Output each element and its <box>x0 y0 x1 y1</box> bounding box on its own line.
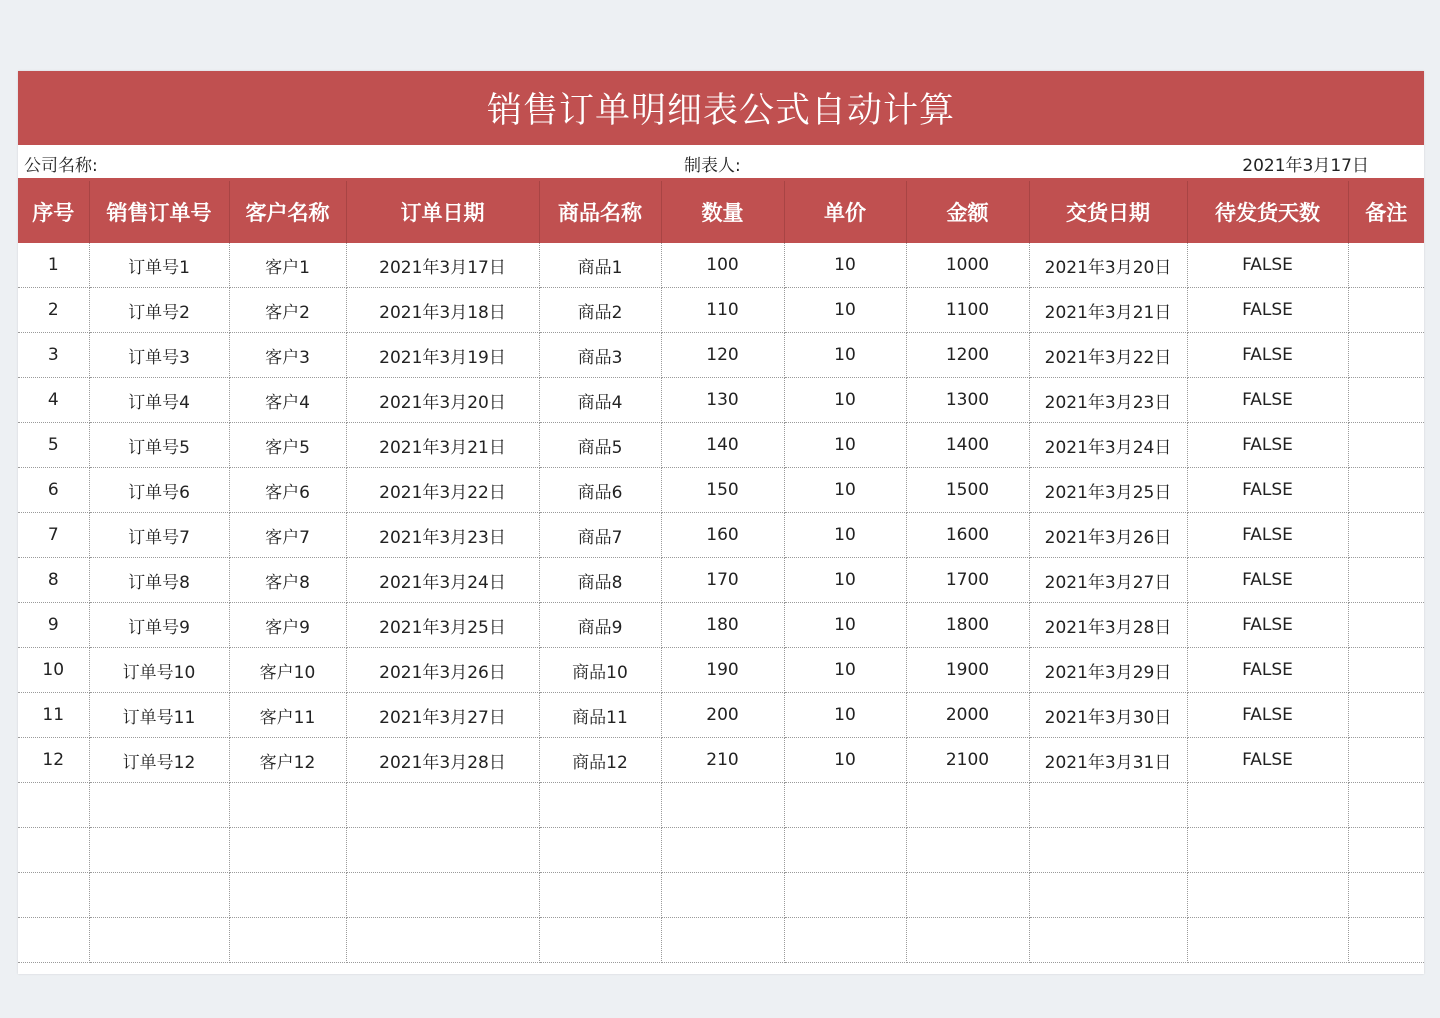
col-order-no-cell[interactable]: 订单号3 <box>89 333 229 378</box>
col-product-cell[interactable]: 商品3 <box>539 333 661 378</box>
table-row <box>18 693 1424 738</box>
col-quantity-cell[interactable]: 150 <box>661 468 784 513</box>
col-delivery-date-cell[interactable]: 2021年3月22日 <box>1029 333 1187 378</box>
col-customer-cell[interactable]: 客户9 <box>229 603 346 648</box>
table-row <box>18 828 1424 873</box>
col-order-no-cell[interactable]: 订单号5 <box>89 423 229 468</box>
col-index-cell[interactable]: 2 <box>18 288 89 333</box>
col-product-cell[interactable]: 商品4 <box>539 378 661 423</box>
col-unit-price-cell[interactable]: 10 <box>784 648 906 693</box>
col-delivery-date-cell[interactable]: 2021年3月29日 <box>1029 648 1187 693</box>
col-order-no-cell[interactable] <box>89 873 229 918</box>
col-index-cell[interactable]: 3 <box>18 333 89 378</box>
col-remarks-cell[interactable] <box>1348 378 1424 423</box>
col-order-no-cell[interactable] <box>89 918 229 963</box>
col-days-pending-cell[interactable]: FALSE <box>1187 423 1348 468</box>
col-index-cell[interactable] <box>18 918 89 963</box>
col-amount-cell[interactable] <box>906 873 1029 918</box>
col-delivery-date-header[interactable]: 交货日期 <box>1029 181 1187 243</box>
col-unit-price-cell[interactable] <box>784 783 906 828</box>
col-unit-price-cell[interactable]: 10 <box>784 288 906 333</box>
col-customer-cell[interactable]: 客户8 <box>229 558 346 603</box>
col-unit-price-cell[interactable]: 10 <box>784 378 906 423</box>
col-days-pending-cell[interactable]: FALSE <box>1187 288 1348 333</box>
col-index-cell[interactable]: 9 <box>18 603 89 648</box>
meta-row <box>18 145 1424 181</box>
col-quantity-cell[interactable]: 110 <box>661 288 784 333</box>
col-order-date-cell[interactable]: 2021年3月18日 <box>346 288 539 333</box>
col-days-pending-cell[interactable]: FALSE <box>1187 558 1348 603</box>
col-unit-price-cell[interactable]: 10 <box>784 738 906 783</box>
col-order-date-cell[interactable]: 2021年3月23日 <box>346 513 539 558</box>
col-amount-cell[interactable] <box>906 828 1029 873</box>
col-days-pending-cell[interactable]: FALSE <box>1187 513 1348 558</box>
col-delivery-date-cell[interactable] <box>1029 828 1187 873</box>
table-row <box>18 423 1424 468</box>
table-row <box>18 918 1424 963</box>
table-row <box>18 873 1424 918</box>
table-row <box>18 558 1424 603</box>
table-row <box>18 468 1424 513</box>
col-customer-cell[interactable]: 客户6 <box>229 468 346 513</box>
col-amount-cell[interactable]: 1300 <box>906 378 1029 423</box>
col-customer-cell[interactable]: 客户2 <box>229 288 346 333</box>
col-quantity-cell[interactable]: 130 <box>661 378 784 423</box>
col-unit-price-header[interactable]: 单价 <box>784 181 906 243</box>
col-order-date-header[interactable]: 订单日期 <box>346 181 539 243</box>
col-days-pending-cell[interactable]: FALSE <box>1187 468 1348 513</box>
col-remarks-cell[interactable] <box>1348 783 1424 828</box>
col-days-pending-cell[interactable]: FALSE <box>1187 648 1348 693</box>
col-quantity-cell[interactable]: 120 <box>661 333 784 378</box>
col-product-cell[interactable]: 商品8 <box>539 558 661 603</box>
col-delivery-date-cell[interactable]: 2021年3月25日 <box>1029 468 1187 513</box>
col-quantity-cell[interactable] <box>661 783 784 828</box>
col-order-no-cell[interactable]: 订单号10 <box>89 648 229 693</box>
table-row <box>18 648 1424 693</box>
col-days-pending-cell[interactable]: FALSE <box>1187 693 1348 738</box>
col-amount-cell[interactable]: 2000 <box>906 693 1029 738</box>
col-order-no-cell[interactable]: 订单号12 <box>89 738 229 783</box>
table-body <box>18 243 1424 963</box>
col-order-no-cell[interactable]: 订单号2 <box>89 288 229 333</box>
col-days-pending-cell[interactable]: FALSE <box>1187 738 1348 783</box>
col-remarks-cell[interactable] <box>1348 828 1424 873</box>
col-remarks-cell[interactable] <box>1348 693 1424 738</box>
maker-label[interactable]: 制表人: <box>684 156 741 176</box>
col-delivery-date-cell[interactable]: 2021年3月27日 <box>1029 558 1187 603</box>
col-remarks-cell[interactable] <box>1348 513 1424 558</box>
col-amount-header[interactable]: 金额 <box>906 181 1029 243</box>
col-index-cell[interactable]: 6 <box>18 468 89 513</box>
col-remarks-cell[interactable] <box>1348 243 1424 288</box>
col-quantity-header[interactable]: 数量 <box>661 181 784 243</box>
col-order-no-header[interactable]: 销售订单号 <box>89 181 229 243</box>
col-delivery-date-cell[interactable]: 2021年3月23日 <box>1029 378 1187 423</box>
col-order-date-cell[interactable]: 2021年3月28日 <box>346 738 539 783</box>
col-customer-cell[interactable]: 客户12 <box>229 738 346 783</box>
col-customer-cell[interactable]: 客户4 <box>229 378 346 423</box>
col-amount-cell[interactable]: 1000 <box>906 243 1029 288</box>
col-delivery-date-cell[interactable] <box>1029 918 1187 963</box>
col-customer-cell[interactable] <box>229 918 346 963</box>
col-order-date-cell[interactable] <box>346 828 539 873</box>
col-index-cell[interactable]: 1 <box>18 243 89 288</box>
col-unit-price-cell[interactable]: 10 <box>784 243 906 288</box>
col-unit-price-cell[interactable]: 10 <box>784 468 906 513</box>
col-days-pending-cell[interactable]: FALSE <box>1187 333 1348 378</box>
col-order-date-cell[interactable]: 2021年3月24日 <box>346 558 539 603</box>
col-order-date-cell[interactable]: 2021年3月25日 <box>346 603 539 648</box>
col-quantity-cell[interactable]: 210 <box>661 738 784 783</box>
table-row <box>18 783 1424 828</box>
col-amount-cell[interactable]: 1500 <box>906 468 1029 513</box>
col-days-pending-cell[interactable] <box>1187 828 1348 873</box>
col-product-cell[interactable] <box>539 918 661 963</box>
table-row <box>18 738 1424 783</box>
col-order-no-cell[interactable]: 订单号7 <box>89 513 229 558</box>
col-order-date-cell[interactable] <box>346 783 539 828</box>
col-amount-cell[interactable]: 1900 <box>906 648 1029 693</box>
col-product-cell[interactable]: 商品2 <box>539 288 661 333</box>
col-quantity-cell[interactable]: 140 <box>661 423 784 468</box>
table-row <box>18 513 1424 558</box>
col-delivery-date-cell[interactable]: 2021年3月21日 <box>1029 288 1187 333</box>
col-remarks-cell[interactable] <box>1348 648 1424 693</box>
col-delivery-date-cell[interactable] <box>1029 873 1187 918</box>
col-delivery-date-cell[interactable]: 2021年3月31日 <box>1029 738 1187 783</box>
col-order-no-cell[interactable] <box>89 828 229 873</box>
col-amount-cell[interactable]: 1400 <box>906 423 1029 468</box>
table-row <box>18 288 1424 333</box>
col-quantity-cell[interactable] <box>661 918 784 963</box>
col-remarks-header[interactable]: 备注 <box>1348 181 1424 243</box>
col-remarks-cell[interactable] <box>1348 918 1424 963</box>
col-delivery-date-cell[interactable]: 2021年3月30日 <box>1029 693 1187 738</box>
col-unit-price-cell[interactable] <box>784 918 906 963</box>
col-product-cell[interactable] <box>539 828 661 873</box>
col-days-pending-header[interactable]: 待发货天数 <box>1187 181 1348 243</box>
col-customer-header[interactable]: 客户名称 <box>229 181 346 243</box>
col-unit-price-cell[interactable]: 10 <box>784 513 906 558</box>
col-product-cell[interactable]: 商品5 <box>539 423 661 468</box>
col-customer-cell[interactable]: 客户10 <box>229 648 346 693</box>
col-order-no-cell[interactable]: 订单号11 <box>89 693 229 738</box>
table-row <box>18 603 1424 648</box>
col-product-cell[interactable]: 商品6 <box>539 468 661 513</box>
col-order-no-cell[interactable]: 订单号8 <box>89 558 229 603</box>
col-order-no-cell[interactable] <box>89 783 229 828</box>
col-quantity-cell[interactable] <box>661 873 784 918</box>
col-delivery-date-cell[interactable] <box>1029 783 1187 828</box>
col-index-cell[interactable]: 4 <box>18 378 89 423</box>
col-customer-cell[interactable]: 客户7 <box>229 513 346 558</box>
col-customer-cell[interactable] <box>229 828 346 873</box>
col-index-cell[interactable]: 12 <box>18 738 89 783</box>
col-product-header[interactable]: 商品名称 <box>539 181 661 243</box>
col-order-no-cell[interactable]: 订单号4 <box>89 378 229 423</box>
col-customer-cell[interactable]: 客户11 <box>229 693 346 738</box>
table-header-row <box>18 181 1424 243</box>
col-index-cell[interactable]: 11 <box>18 693 89 738</box>
col-quantity-cell[interactable]: 160 <box>661 513 784 558</box>
col-order-date-cell[interactable]: 2021年3月21日 <box>346 423 539 468</box>
sheet-title-bar <box>18 71 1424 145</box>
col-unit-price-cell[interactable]: 10 <box>784 423 906 468</box>
col-amount-cell[interactable] <box>906 783 1029 828</box>
col-remarks-cell[interactable] <box>1348 468 1424 513</box>
col-quantity-cell[interactable]: 170 <box>661 558 784 603</box>
spreadsheet-sheet <box>18 71 1424 974</box>
col-customer-cell[interactable]: 客户3 <box>229 333 346 378</box>
col-unit-price-cell[interactable]: 10 <box>784 603 906 648</box>
col-index-cell[interactable]: 7 <box>18 513 89 558</box>
col-product-cell[interactable]: 商品10 <box>539 648 661 693</box>
col-product-cell[interactable]: 商品9 <box>539 603 661 648</box>
col-remarks-cell[interactable] <box>1348 873 1424 918</box>
col-index-cell[interactable] <box>18 828 89 873</box>
col-order-date-cell[interactable]: 2021年3月17日 <box>346 243 539 288</box>
col-unit-price-cell[interactable]: 10 <box>784 333 906 378</box>
col-quantity-cell[interactable]: 180 <box>661 603 784 648</box>
col-order-date-cell[interactable]: 2021年3月22日 <box>346 468 539 513</box>
col-amount-cell[interactable]: 1600 <box>906 513 1029 558</box>
order-table <box>18 181 1424 963</box>
col-unit-price-cell[interactable]: 10 <box>784 693 906 738</box>
col-amount-cell[interactable]: 1700 <box>906 558 1029 603</box>
col-product-cell[interactable] <box>539 783 661 828</box>
col-order-no-cell[interactable]: 订单号9 <box>89 603 229 648</box>
col-product-cell[interactable]: 商品12 <box>539 738 661 783</box>
col-product-cell[interactable]: 商品11 <box>539 693 661 738</box>
col-quantity-cell[interactable]: 200 <box>661 693 784 738</box>
col-order-date-cell[interactable]: 2021年3月20日 <box>346 378 539 423</box>
col-customer-cell[interactable]: 客户1 <box>229 243 346 288</box>
col-delivery-date-cell[interactable]: 2021年3月26日 <box>1029 513 1187 558</box>
col-order-date-cell[interactable]: 2021年3月19日 <box>346 333 539 378</box>
col-index-header[interactable]: 序号 <box>18 181 89 243</box>
col-index-cell[interactable]: 10 <box>18 648 89 693</box>
sheet-title[interactable]: 销售订单明细表公式自动计算 <box>486 91 955 131</box>
table-row <box>18 243 1424 288</box>
col-days-pending-cell[interactable] <box>1187 783 1348 828</box>
table-row <box>18 333 1424 378</box>
col-index-cell[interactable]: 5 <box>18 423 89 468</box>
col-product-cell[interactable] <box>539 873 661 918</box>
col-remarks-cell[interactable] <box>1348 558 1424 603</box>
col-amount-cell[interactable]: 1200 <box>906 333 1029 378</box>
col-days-pending-cell[interactable]: FALSE <box>1187 603 1348 648</box>
col-customer-cell[interactable] <box>229 873 346 918</box>
report-date[interactable]: 2021年3月17日 <box>1242 156 1369 176</box>
col-remarks-cell[interactable] <box>1348 423 1424 468</box>
company-name-label[interactable]: 公司名称: <box>24 156 98 176</box>
col-order-date-cell[interactable]: 2021年3月26日 <box>346 648 539 693</box>
col-index-cell[interactable] <box>18 783 89 828</box>
col-customer-cell[interactable]: 客户5 <box>229 423 346 468</box>
table-row <box>18 378 1424 423</box>
col-remarks-cell[interactable] <box>1348 333 1424 378</box>
col-quantity-cell[interactable]: 190 <box>661 648 784 693</box>
col-order-date-cell[interactable]: 2021年3月27日 <box>346 693 539 738</box>
col-amount-cell[interactable]: 1800 <box>906 603 1029 648</box>
col-days-pending-cell[interactable] <box>1187 873 1348 918</box>
col-unit-price-cell[interactable]: 10 <box>784 558 906 603</box>
col-index-cell[interactable] <box>18 873 89 918</box>
col-remarks-cell[interactable] <box>1348 738 1424 783</box>
col-product-cell[interactable]: 商品7 <box>539 513 661 558</box>
col-remarks-cell[interactable] <box>1348 288 1424 333</box>
col-delivery-date-cell[interactable]: 2021年3月28日 <box>1029 603 1187 648</box>
col-amount-cell[interactable]: 1100 <box>906 288 1029 333</box>
col-delivery-date-cell[interactable]: 2021年3月24日 <box>1029 423 1187 468</box>
col-amount-cell[interactable]: 2100 <box>906 738 1029 783</box>
col-unit-price-cell[interactable] <box>784 828 906 873</box>
col-index-cell[interactable]: 8 <box>18 558 89 603</box>
col-order-date-cell[interactable] <box>346 873 539 918</box>
col-amount-cell[interactable] <box>906 918 1029 963</box>
col-remarks-cell[interactable] <box>1348 603 1424 648</box>
col-customer-cell[interactable] <box>229 783 346 828</box>
col-days-pending-cell[interactable]: FALSE <box>1187 243 1348 288</box>
col-order-date-cell[interactable] <box>346 918 539 963</box>
col-days-pending-cell[interactable]: FALSE <box>1187 378 1348 423</box>
col-order-no-cell[interactable]: 订单号6 <box>89 468 229 513</box>
col-delivery-date-cell[interactable]: 2021年3月20日 <box>1029 243 1187 288</box>
col-quantity-cell[interactable] <box>661 828 784 873</box>
col-days-pending-cell[interactable] <box>1187 918 1348 963</box>
col-order-no-cell[interactable]: 订单号1 <box>89 243 229 288</box>
col-unit-price-cell[interactable] <box>784 873 906 918</box>
col-product-cell[interactable]: 商品1 <box>539 243 661 288</box>
col-quantity-cell[interactable]: 100 <box>661 243 784 288</box>
